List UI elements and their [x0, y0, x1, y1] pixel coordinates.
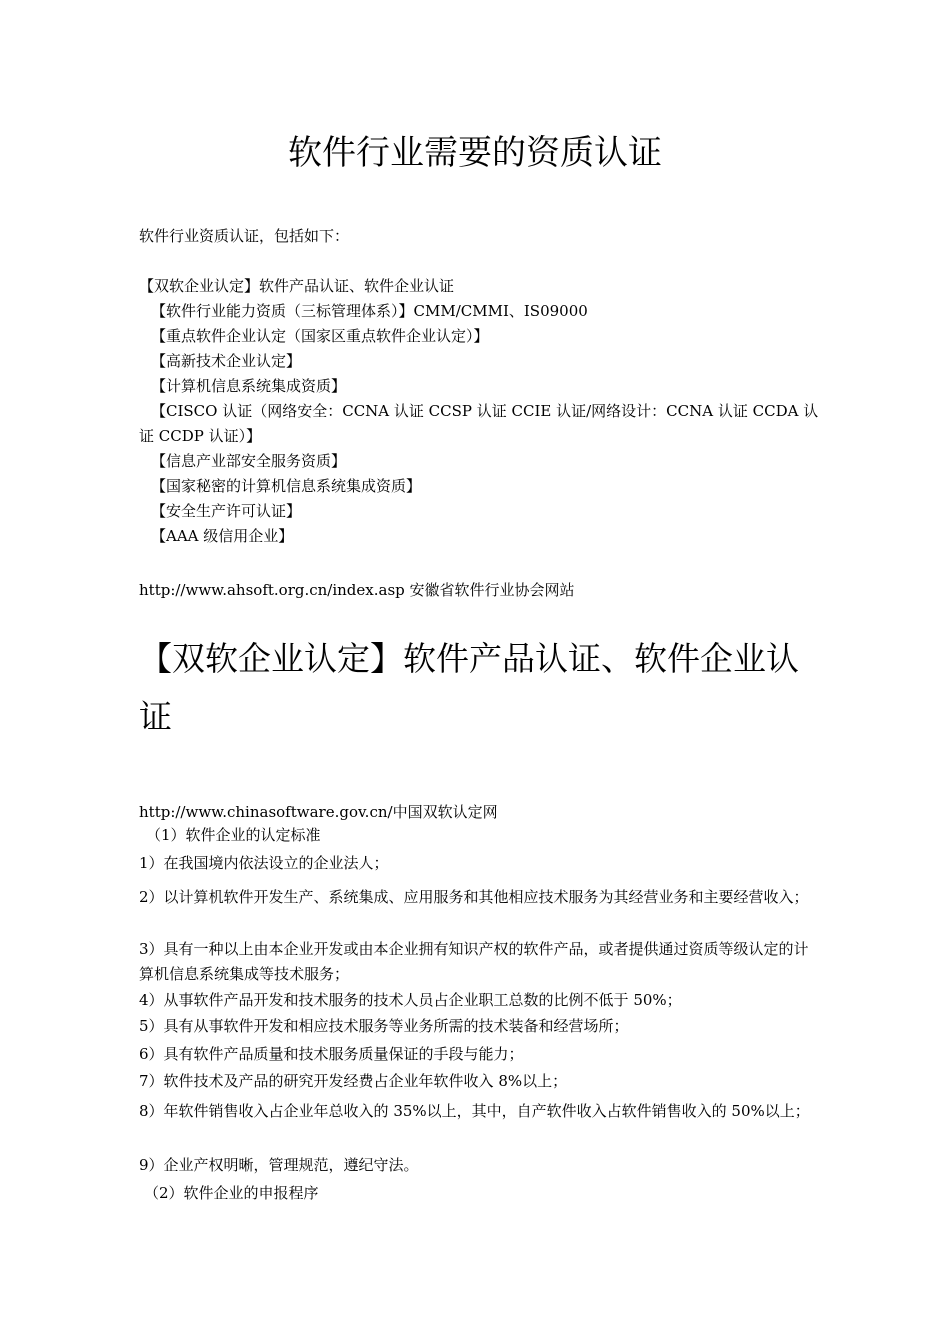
- criteria-item: 7）软件技术及产品的研究开发经费占企业年软件收入 8%以上；: [139, 1072, 568, 1090]
- list-item: 【高新技术企业认定】: [151, 352, 302, 370]
- section-heading: 【双软企业认定】软件产品认证、软件企业认证: [139, 639, 799, 736]
- list-item: 【AAA 级信用企业】: [151, 527, 294, 545]
- criteria-item: 9）企业产权明晰，管理规范，遵纪守法。: [139, 1156, 419, 1174]
- criteria-item: 2）以计算机软件开发生产、系统集成、应用服务和其他相应技术服务为其经营业务和主要经营收入；: [139, 888, 809, 906]
- list-item: 【国家秘密的计算机信息系统集成资质】: [151, 477, 422, 495]
- criteria-item: 5）具有从事软件开发和相应技术服务等业务所需的技术装备和经营场所；: [139, 1017, 629, 1035]
- link-ahsoft[interactable]: http://www.ahsoft.org.cn/index.asp 安徽省软件行业协会网站: [139, 581, 575, 599]
- list-item: 【CISCO 认证（网络安全：CCNA 认证 CCSP 认证 CCIE 认证/网络设计：CCNA 认证 CCDA 认证 CCDP 认证）】: [139, 402, 819, 445]
- criteria-item: 8）年软件销售收入占企业年总收入的 35%以上，其中，自产软件收入占软件销售收入的 50%以上；: [139, 1102, 810, 1120]
- criteria-item: 3）具有一种以上由本企业开发或由本企业拥有知识产权的软件产品，或者提供通过资质等级认定的计算机信息系统集成等技术服务；: [139, 940, 809, 983]
- list-item: 【重点软件企业认定（国家区重点软件企业认定）】: [151, 327, 489, 345]
- criteria-item: 6）具有软件产品质量和技术服务质量保证的手段与能力；: [139, 1045, 524, 1063]
- page-title: 软件行业需要的资质认证: [288, 133, 662, 173]
- criteria-item: 4）从事软件产品开发和技术服务的技术人员占企业职工总数的比例不低于 50%；: [139, 991, 682, 1009]
- list-item: 【软件行业能力资质（三标管理体系）】CMM/CMMI、IS09000: [151, 302, 588, 320]
- list-item: 【安全生产许可认证】: [151, 502, 302, 520]
- list-item: 【双软企业认定】软件产品认证、软件企业认证: [139, 277, 455, 295]
- intro-text: 软件行业资质认证，包括如下：: [139, 227, 350, 245]
- link-chinasoftware[interactable]: http://www.chinasoftware.gov.cn/中国双软认定网: [139, 803, 498, 821]
- section-label: （1）软件企业的认定标准: [146, 826, 321, 844]
- criteria-item: 1）在我国境内依法设立的企业法人；: [139, 854, 389, 872]
- section-label: （2）软件企业的申报程序: [144, 1184, 319, 1202]
- list-item: 【计算机信息系统集成资质】: [151, 377, 347, 395]
- list-item: 【信息产业部安全服务资质】: [151, 452, 347, 470]
